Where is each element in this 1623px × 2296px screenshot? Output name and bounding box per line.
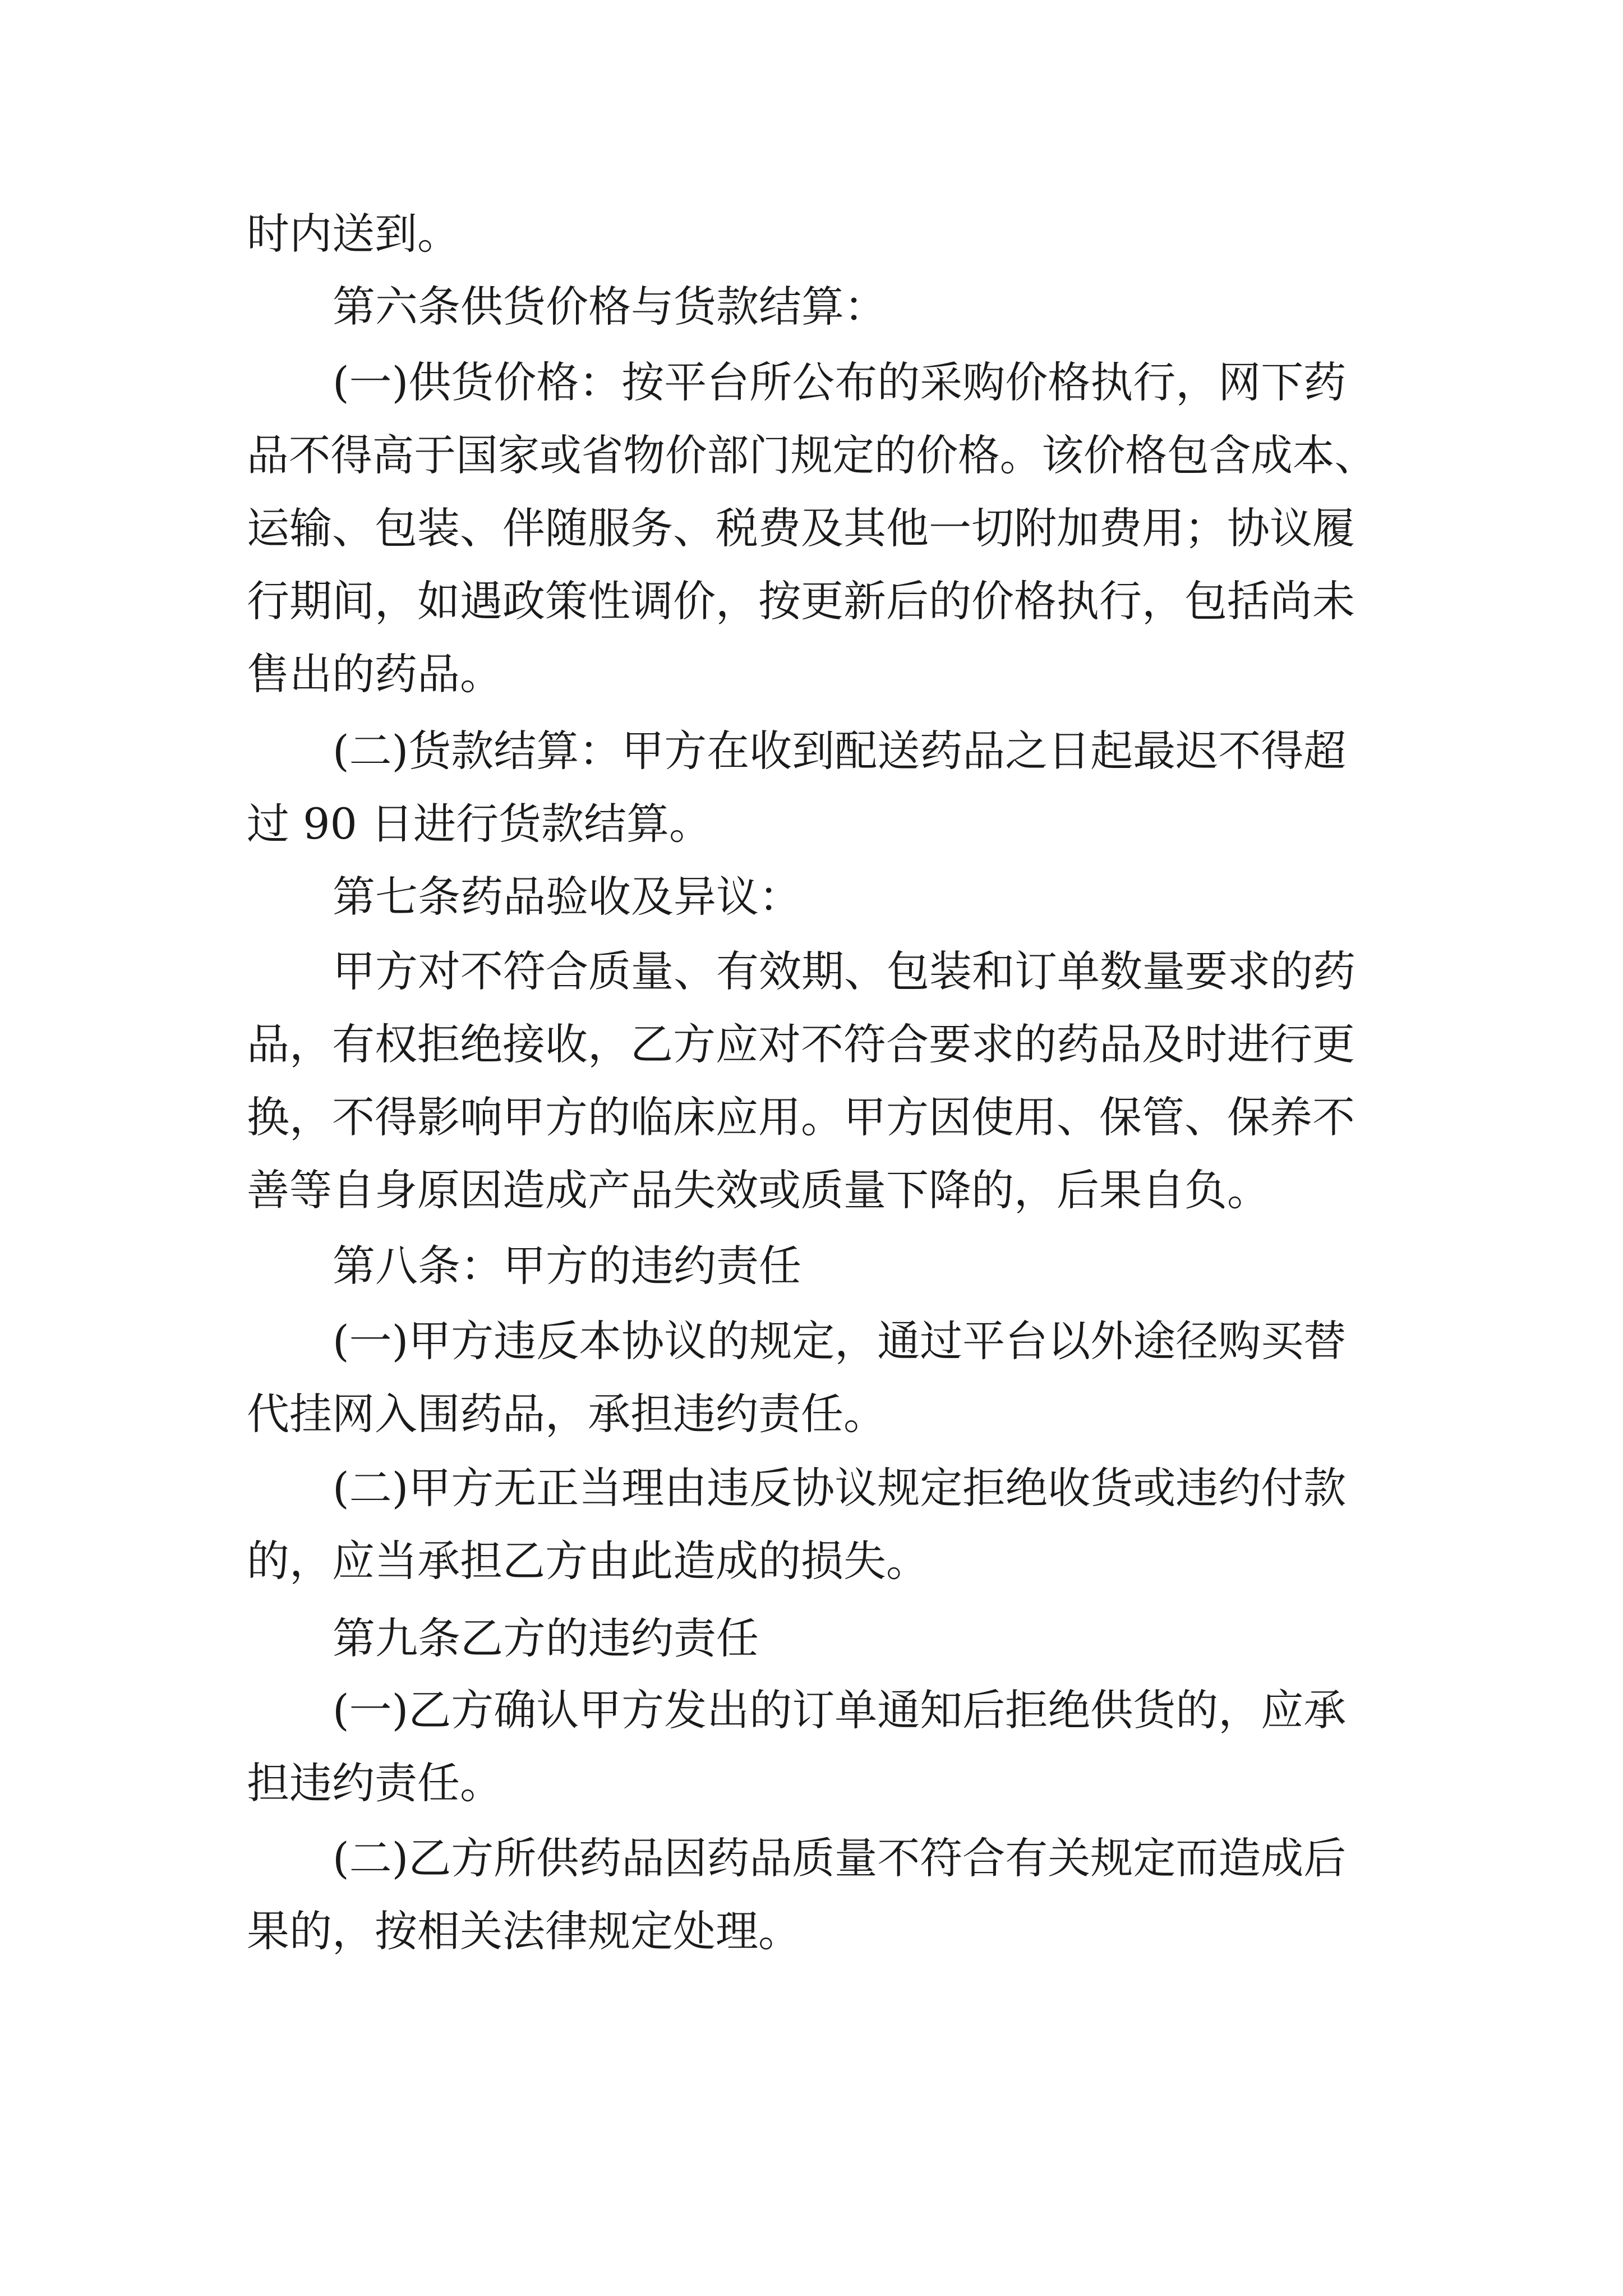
article-heading — [0, 276, 1623, 338]
line-text: (二)乙方所供药品因药品质量不符合有关规定而造成后 — [333, 1833, 1347, 1883]
line-text: (二)甲方无正当理由违反协议规定拒绝收货或违约付款 — [333, 1463, 1347, 1513]
line-text: 运输、包装、伴随服务、税费及其他一切附加费用；协议履 — [247, 503, 1355, 553]
line-text: 第六条供货价格与货款结算： — [333, 282, 887, 332]
text-line — [0, 203, 1623, 265]
text-line — [0, 1310, 1623, 1372]
line-text: 第八条：甲方的违约责任 — [333, 1241, 801, 1291]
line-text: 时内送到。 — [247, 209, 460, 259]
line-text: 果的，按相关法律规定处理。 — [247, 1906, 801, 1956]
text-line — [0, 1828, 1623, 1889]
line-text: 的，应当承担乙方由此造成的损失。 — [247, 1536, 929, 1586]
line-text: 售出的药品。 — [247, 649, 502, 699]
line-text: (一)乙方确认甲方发出的订单通知后拒绝供货的，应承 — [333, 1685, 1347, 1735]
text-line — [0, 1752, 1623, 1814]
line-text: (一)供货价格：按平台所公布的采购价格执行，网下药 — [333, 357, 1347, 407]
line-text: (一)甲方违反本协议的规定，通过平台以外途径购买替 — [333, 1316, 1347, 1366]
article-heading — [0, 866, 1623, 928]
article-heading — [0, 1608, 1623, 1669]
article-heading — [0, 1235, 1623, 1297]
text-line — [0, 720, 1623, 782]
line-text: 行期间，如遇政策性调价，按更新后的价格执行，包括尚未 — [247, 576, 1355, 626]
text-line — [0, 1901, 1623, 1962]
line-text: 换，不得影响甲方的临床应用。甲方因使用、保管、保养不 — [247, 1092, 1355, 1142]
text-line — [0, 1680, 1623, 1741]
text-line — [0, 1087, 1623, 1148]
text-line — [0, 1530, 1623, 1592]
text-line — [0, 1457, 1623, 1519]
line-text: 第七条药品验收及异议： — [333, 872, 801, 922]
text-line — [0, 793, 1623, 855]
text-line — [0, 498, 1623, 559]
line-text: 品，有权拒绝接收，乙方应对不符合要求的药品及时进行更 — [247, 1019, 1355, 1069]
line-text: 品不得高于国家或省物价部门规定的价格。该价格包含成本、 — [247, 430, 1377, 480]
line-text: (二)货款结算：甲方在收到配送药品之日起最迟不得超 — [333, 726, 1347, 776]
line-text: 担违约责任。 — [247, 1758, 502, 1808]
line-text: 代挂网入围药品，承担违约责任。 — [247, 1389, 886, 1439]
line-text: 第九条乙方的违约责任 — [333, 1613, 759, 1663]
line-text: 善等自身原因造成产品失效或质量下降的，后果自负。 — [247, 1165, 1270, 1215]
line-text: 过 90 日进行货款结算。 — [247, 799, 712, 849]
text-line — [0, 941, 1623, 1002]
text-line — [0, 643, 1623, 705]
text-line — [0, 1014, 1623, 1075]
line-text: 甲方对不符合质量、有效期、包装和订单数量要求的药 — [333, 946, 1355, 996]
text-line — [0, 1159, 1623, 1221]
text-line — [0, 1383, 1623, 1445]
text-line — [0, 570, 1623, 632]
text-line — [0, 425, 1623, 486]
text-line — [0, 352, 1623, 413]
